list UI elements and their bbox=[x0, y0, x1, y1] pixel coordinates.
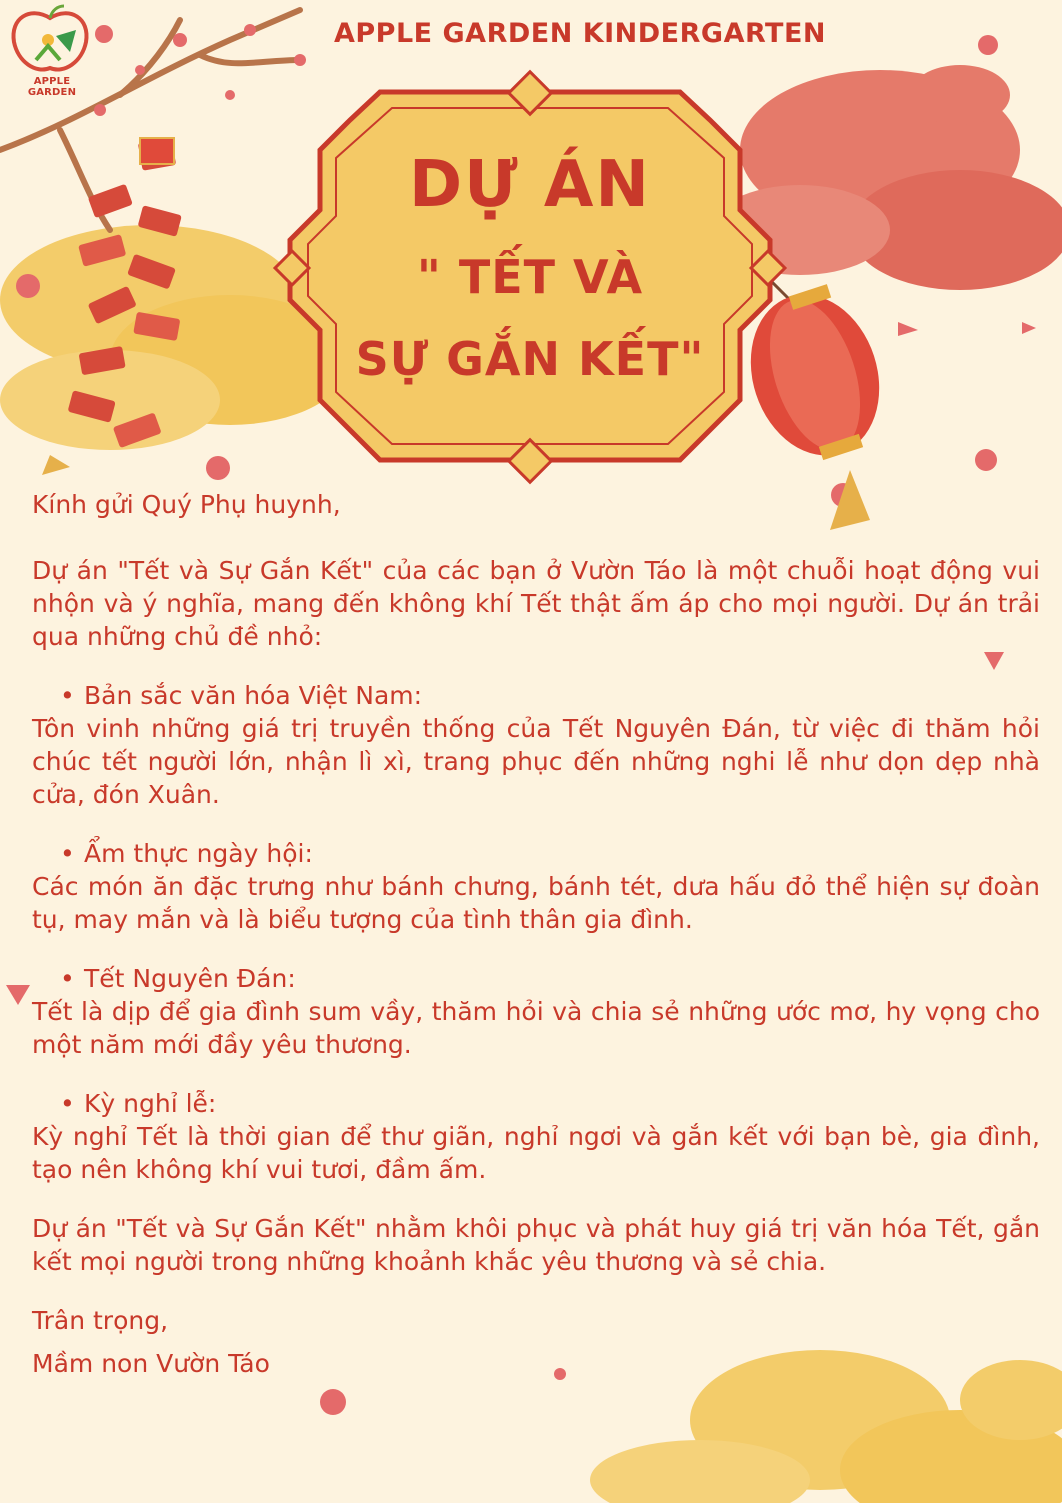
intro-paragraph: Dự án "Tết và Sự Gắn Kết" của các bạn ở Vườn Táo là một chuỗi hoạt động vui nhộn và ý nghĩa, mang đến không khí Tết thật ấm áp cho mọi người. Dự án trải qua những chủ đề nhỏ: bbox=[32, 556, 1040, 651]
title-line-2: " TẾT VÀ bbox=[416, 250, 644, 304]
topic-text: Kỳ nghỉ Tết là thời gian để thư giãn, nghỉ ngơi và gắn kết với bạn bè, gia đình, tạo nên không khí vui tươi, đầm ấm. bbox=[32, 1122, 1040, 1184]
conclusion-paragraph: Dự án "Tết và Sự Gắn Kết" nhằm khôi phục và phát huy giá trị văn hóa Tết, gắn kết mọi người trong những khoảnh khắc yêu thương và sẻ chia. bbox=[32, 1214, 1040, 1276]
closing: Trân trọng, bbox=[32, 1306, 169, 1335]
title-line-1: DỰ ÁN bbox=[409, 148, 651, 222]
logo-text: APPLE GARDEN bbox=[27, 76, 77, 98]
signature: Mầm non Vườn Táo bbox=[32, 1349, 270, 1378]
greeting: Kính gửi Quý Phụ huynh, bbox=[32, 490, 341, 519]
letter-body bbox=[32, 488, 1040, 1380]
title-line-3: SỰ GẮN KẾT" bbox=[355, 332, 705, 386]
topic-heading: • Kỳ nghỉ lễ: bbox=[32, 1087, 1040, 1120]
topic-text: Các món ăn đặc trưng như bánh chưng, bánh tét, dưa hấu đỏ thể hiện sự đoàn tụ, may mắn và là biểu tượng của tình thân gia đình. bbox=[32, 872, 1040, 934]
topic-text: Tôn vinh những giá trị truyền thống của Tết Nguyên Đán, từ việc đi thăm hỏi chúc tết người lớn, nhận lì xì, trang phục đến những nghi lễ như dọn dẹp nhà cửa, đón Xuân. bbox=[32, 714, 1040, 809]
topic-heading: • Bản sắc văn hóa Việt Nam: bbox=[32, 679, 1040, 712]
topic-heading: • Tết Nguyên Đán: bbox=[32, 962, 1040, 995]
hanging-tag-icon bbox=[140, 138, 174, 164]
topic-heading: • Ẩm thực ngày hội: bbox=[32, 837, 1040, 870]
school-name: APPLE GARDEN KINDERGARTEN bbox=[333, 18, 827, 49]
topic-text: Tết là dịp để gia đình sum vầy, thăm hỏi và chia sẻ những ước mơ, hy vọng cho một năm mới đầy yêu thương. bbox=[32, 997, 1040, 1059]
logo bbox=[10, 6, 94, 98]
